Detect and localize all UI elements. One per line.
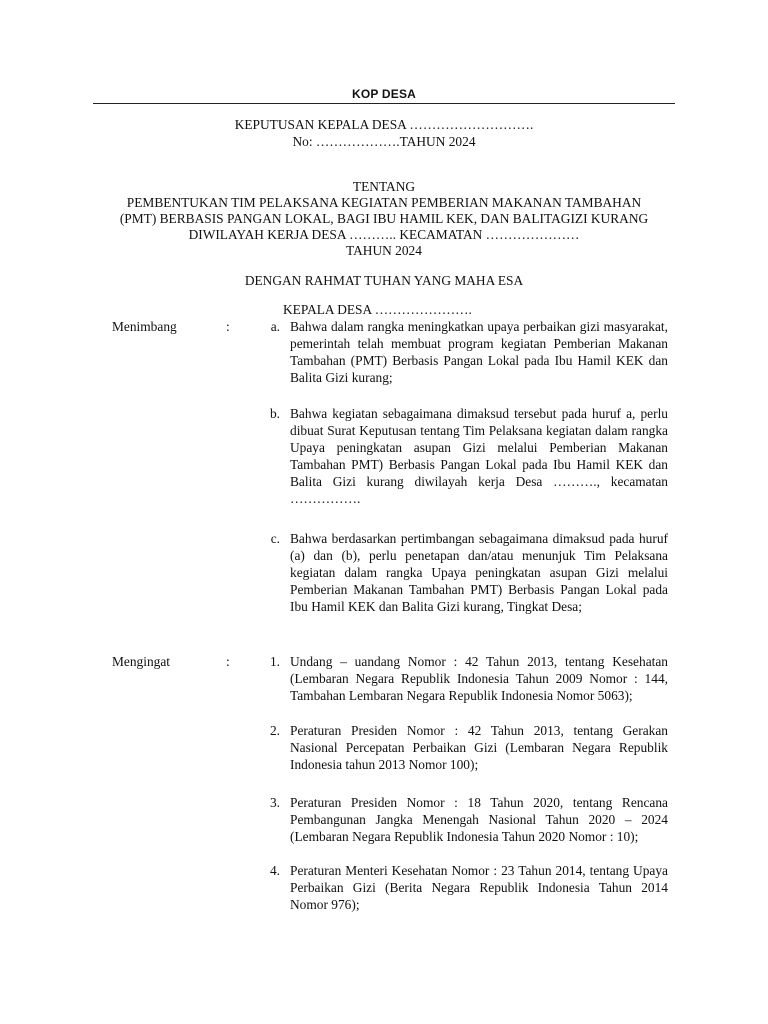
subject-year: TAHUN 2024 [346, 243, 422, 258]
menimbang-item-a: Bahwa dalam rangka meningkatkan upaya perbaikan gizi masyarakat, pemerintah telah membuat program kegiatan Pemberian Makanan Tambahan (PMT) Berbasis Pangan Lokal pada Ibu Hamil KEK dan Balita Gizi kurang; [290, 319, 668, 385]
tentang-heading: TENTANG [352, 179, 416, 194]
menimbang-marker-a: a. [270, 319, 280, 334]
letterhead-title: KOP DESA [351, 87, 417, 101]
decree-title: KEPUTUSAN KEPALA DESA ………………………. [234, 117, 534, 132]
menimbang-marker-b: b. [269, 406, 280, 421]
mengingat-item-3: Peraturan Presiden Nomor : 18 Tahun 2020, tentang Rencana Pembangunan Jangka Menengah Nasional Tahun 2020 – 2024 (Lembaran Negara Republik Indonesia Tahun 2020 Nomor : 10); [290, 795, 668, 844]
mengingat-item-4: Peraturan Menteri Kesehatan Nomor : 23 Tahun 2014, tentang Upaya Perbaikan Gizi (Berita Negara Republik Indonesia Tahun 2014 Nomor 976); [290, 863, 668, 912]
kepala-desa-heading: KEPALA DESA …………………. [283, 302, 472, 317]
menimbang-item-c: Bahwa berdasarkan pertimbangan sebagaimana dimaksud pada huruf (a) dan (b), perlu penetapan dan/atau menunjuk Tim Pelaksana kegiatan dalam rangka Upaya peningkatan asupan Gizi melalui Pemberian Makanan Tambahan PMT) Berbasis Pangan Lokal pada Ibu Hamil KEK dan Balita Gizi kurang, Tingkat Desa; [290, 531, 668, 614]
mengingat-marker-3: 3. [269, 795, 280, 810]
menimbang-label: Menimbang [112, 319, 177, 334]
mengingat-marker-4: 4. [269, 863, 280, 878]
menimbang-colon: : [226, 319, 230, 334]
menimbang-item-b: Bahwa kegiatan sebagaimana dimaksud tersebut pada huruf a, perlu dibuat Surat Keputusan tentang Tim Pelaksana kegiatan dalam rangka Upaya peningkatan asupan Gizi melalui Pemberian Makanan Tambahan PMT) Berbasis Pangan Lokal pada Ibu Hamil KEK dan Balita Gizi kurang diwilayah kerja Desa ………., kecamatan ……………. [290, 406, 668, 506]
letterhead-divider [93, 103, 675, 104]
rahmat-heading: DENGAN RAHMAT TUHAN YANG MAHA ESA [244, 273, 524, 288]
mengingat-marker-1: 1. [269, 654, 280, 669]
subject-line-3: DIWILAYAH KERJA DESA ……….. KECAMATAN ………………… [188, 227, 580, 242]
mengingat-item-1: Undang – uandang Nomor : 42 Tahun 2013, tentang Kesehatan (Lembaran Negara Republik Indonesia Tahun 2009 Nomor : 144, Tambahan Lembaran Negara Republik Indonesia Nomor 5063); [290, 654, 668, 703]
mengingat-colon: : [226, 654, 230, 669]
subject-line-2: (PMT) BERBASIS PANGAN LOKAL, BAGI IBU HAMIL KEK, DAN BALITAGIZI KURANG [119, 211, 649, 226]
decree-number: No: ……………….TAHUN 2024 [292, 134, 476, 149]
mengingat-label: Mengingat [112, 654, 171, 669]
menimbang-marker-c: c. [270, 531, 280, 546]
mengingat-item-2: Peraturan Presiden Nomor : 42 Tahun 2013, tentang Gerakan Nasional Percepatan Perbaikan Gizi (Lembaran Negara Republik Indonesia tahun 2013 Nomor 100); [290, 723, 668, 772]
mengingat-marker-2: 2. [269, 723, 280, 738]
subject-line-1: PEMBENTUKAN TIM PELAKSANA KEGIATAN PEMBERIAN MAKANAN TAMBAHAN [126, 195, 642, 210]
